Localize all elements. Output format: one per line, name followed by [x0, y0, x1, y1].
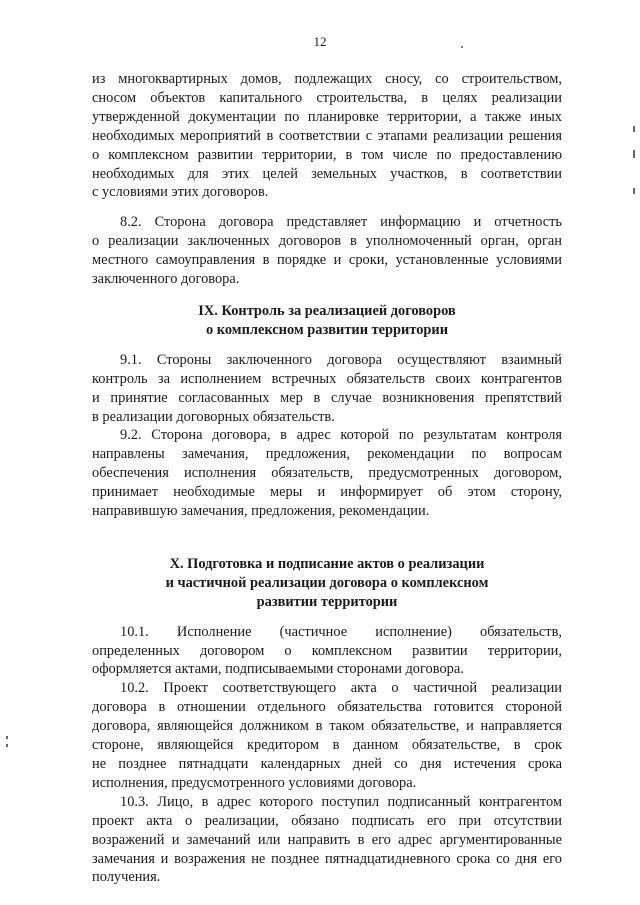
section-heading	[92, 302, 562, 340]
text-line: замечания и возражения не позднее пятнадцатидневного срока со дня его	[92, 850, 562, 867]
text-line: IX. Контроль за реализацией договоров	[198, 302, 456, 319]
text-line: и принятие согласованных мер в случае возникновения препятствий	[92, 389, 562, 406]
text-line: обеспечения исполнения обязательств, предусмотренных договором,	[92, 465, 562, 482]
scan-margin-mark	[633, 188, 635, 194]
text-line: с условиями этих договоров.	[92, 184, 269, 201]
text-line: исполнения, предусмотренного условиями договора.	[92, 774, 417, 791]
text-line: из многоквартирных домов, подлежащих сносу, со строительством,	[92, 71, 562, 87]
text-line: принимает необходимые меры и информирует об этом сторону,	[92, 484, 562, 501]
scan-speck	[461, 46, 463, 48]
text-line: о комплексном развитии территории, в том числе по предоставлению	[92, 146, 562, 163]
paragraph	[92, 623, 562, 680]
text-line: направлены замечания, предложения, рекомендации по вопросам	[92, 446, 562, 463]
text-line: о реализации заключенных договоров в уполномоченный орган, орган	[92, 233, 562, 250]
scan-margin-mark	[6, 744, 8, 747]
text-line: необходимых для этих целей земельных участков, в соответствии	[92, 165, 562, 182]
text-line: о комплексном развитии территории	[205, 321, 448, 338]
text-line: развитии территории	[256, 593, 398, 610]
text-line: проект акта о реализации, обязано подписать его при отсутствии	[92, 812, 562, 829]
text-line: 10.2. Проект соответствующего акта о частичной реализации	[120, 680, 562, 697]
paragraph	[92, 679, 562, 792]
block-spacer	[92, 202, 562, 213]
block-spacer	[92, 612, 562, 623]
text-line: 8.2. Сторона договора представляет информацию и отчетность	[120, 214, 562, 231]
block-spacer	[92, 289, 562, 302]
text-line: в реализации договорных обязательств.	[92, 408, 335, 425]
text-line: 9.2. Сторона договора, в адрес которой по результатам контроля	[120, 427, 562, 444]
scan-margin-mark	[633, 150, 635, 158]
text-line: утвержденной документации по планировке территории, а также иных	[92, 108, 562, 125]
text-line: необходимых мероприятий в соответствии с этапами реализации решения	[92, 127, 562, 144]
paragraph	[92, 70, 562, 202]
text-line: сносом объектов капитального строительства, в целях реализации	[92, 89, 562, 106]
text-line: не позднее пятнадцати календарных дней со дня истечения срока	[92, 756, 562, 772]
block-spacer	[92, 521, 562, 555]
text-line: стороне, являющейся кредитором в данном обязательстве, в срок	[92, 737, 562, 754]
text-line: местного самоуправления в порядке и сроки, установленные условиями	[92, 252, 562, 269]
text-line: получения.	[92, 869, 161, 886]
text-line: 9.1. Стороны заключенного договора осуществляют взаимный	[120, 351, 562, 368]
text-line: X. Подготовка и подписание актов о реализации	[169, 555, 485, 572]
text-line: договора, являющейся должником в таком обязательстве, и направляется	[92, 718, 562, 735]
text-line: определенных договором о комплексном развитии территории,	[92, 642, 562, 659]
paragraph	[92, 351, 562, 427]
section-heading	[92, 555, 562, 612]
text-line: и частичной реализации договора о комплексном	[165, 574, 489, 591]
text-line: 10.1. Исполнение (частичное исполнение) обязательств,	[120, 623, 562, 640]
text-line: контроль за исполнением встречных обязательств своих контрагентов	[92, 370, 562, 387]
text-line: договора в отношении отдельного обязательства готовится стороной	[92, 699, 562, 716]
document-body	[92, 70, 562, 887]
text-line: направившую замечания, предложения, рекомендации.	[92, 503, 430, 520]
paragraph	[92, 426, 562, 521]
block-spacer	[92, 340, 562, 351]
text-line: заключенного договора.	[92, 271, 240, 288]
scan-margin-mark	[6, 736, 8, 739]
paragraph	[92, 213, 562, 289]
text-line: 10.3. Лицо, в адрес которого поступил подписанный контрагентом	[120, 793, 562, 810]
scan-margin-mark	[633, 126, 635, 132]
paragraph	[92, 793, 562, 888]
text-line: возражений и замечаний или направить в его адрес аргументированные	[92, 831, 562, 848]
page-number: 12	[313, 34, 327, 49]
text-line: оформляется актами, подписываемыми сторонами договора.	[92, 661, 464, 678]
